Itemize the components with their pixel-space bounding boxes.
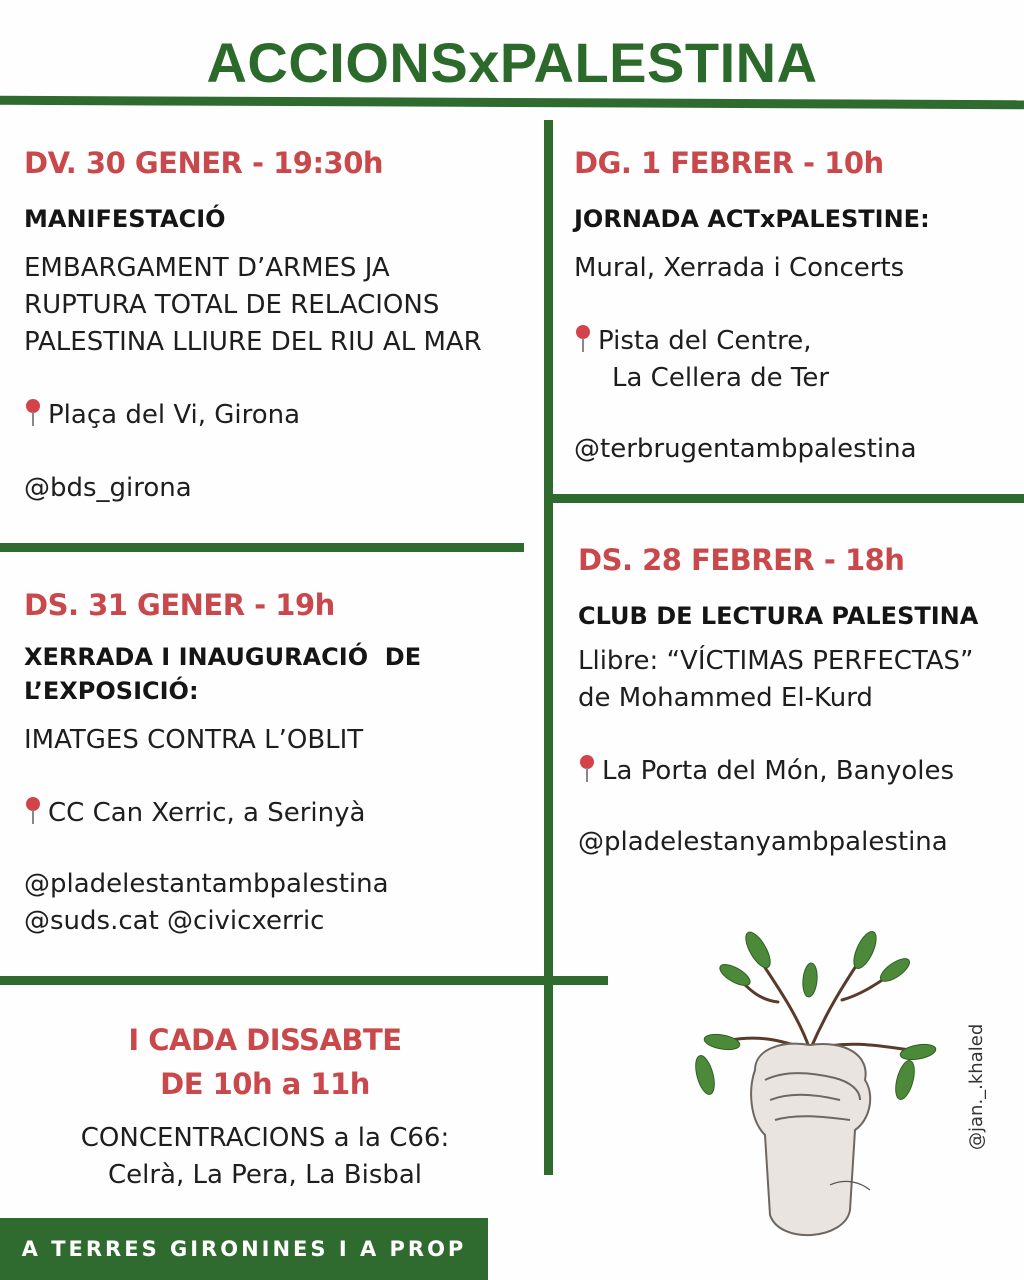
event-date: DS. 31 GENER - 19h xyxy=(24,588,335,622)
event-handles: @pladelestanyambpalestina xyxy=(578,827,948,857)
event-location: Plaça del Vi, Girona xyxy=(24,395,534,434)
event-location: CC Can Xerric, a Serinyà xyxy=(24,793,534,832)
right-mid-divider xyxy=(552,494,1024,503)
vertical-divider xyxy=(544,120,553,1175)
weekly-body: CONCENTRACIONS a la C66: Celrà, La Pera, La Bisbal xyxy=(80,1123,450,1190)
event-location: Pista del Centre, La Cellera de Ter xyxy=(574,321,1014,397)
event-date: DV. 30 GENER - 19:30h xyxy=(24,146,384,180)
artist-credit: @jan._.khaled xyxy=(966,1023,987,1150)
weekly-when-2: DE 10h a 11h xyxy=(160,1067,370,1101)
location-pin-icon xyxy=(574,321,592,355)
event-heading: MANIFESTACIÓ xyxy=(24,205,226,233)
footer-banner: A TERRES GIRONINES I A PROP xyxy=(0,1218,488,1280)
event-description: Llibre: “VÍCTIMAS PERFECTAS” de Mohammed El-Kurd xyxy=(578,646,974,713)
event-handles: @bds_girona xyxy=(24,473,192,503)
event-heading: CLUB DE LECTURA PALESTINA xyxy=(578,602,979,630)
page-title: ACCIONSxPALESTINA xyxy=(206,31,818,94)
event-heading: JORNADA ACTxPALESTINE: xyxy=(574,205,930,233)
event-card-4 xyxy=(578,543,1018,861)
event-handles: @pladelestantambpalestina @suds.cat @civicxerric xyxy=(24,869,389,936)
event-date: DS. 28 FEBRER - 18h xyxy=(578,543,905,577)
fist-with-plant-illustration xyxy=(660,920,950,1260)
event-card-2 xyxy=(24,588,534,940)
event-location: La Porta del Món, Banyoles xyxy=(578,751,1018,790)
bottom-divider xyxy=(0,976,608,985)
top-divider xyxy=(0,96,1024,109)
event-heading: XERRADA I INAUGURACIÓ DE L’EXPOSICIÓ: xyxy=(24,643,422,705)
location-pin-icon xyxy=(24,793,42,827)
event-card-3 xyxy=(574,146,1014,468)
event-description: Mural, Xerrada i Concerts xyxy=(574,253,905,283)
location-pin-icon xyxy=(578,751,596,785)
left-mid-divider xyxy=(0,543,524,552)
event-date: DG. 1 FEBRER - 10h xyxy=(574,146,884,180)
event-description: IMATGES CONTRA L’OBLIT xyxy=(24,725,364,755)
weekly-when-1: I CADA DISSABTE xyxy=(128,1023,402,1057)
event-description: EMBARGAMENT D’ARMES JA RUPTURA TOTAL DE RELACIONS PALESTINA LLIURE DEL RIU AL MAR xyxy=(24,253,482,357)
event-handles: @terbrugentambpalestina xyxy=(574,434,917,464)
weekly-block xyxy=(0,1018,530,1194)
location-pin-icon xyxy=(24,395,42,429)
event-card-1 xyxy=(24,146,534,507)
